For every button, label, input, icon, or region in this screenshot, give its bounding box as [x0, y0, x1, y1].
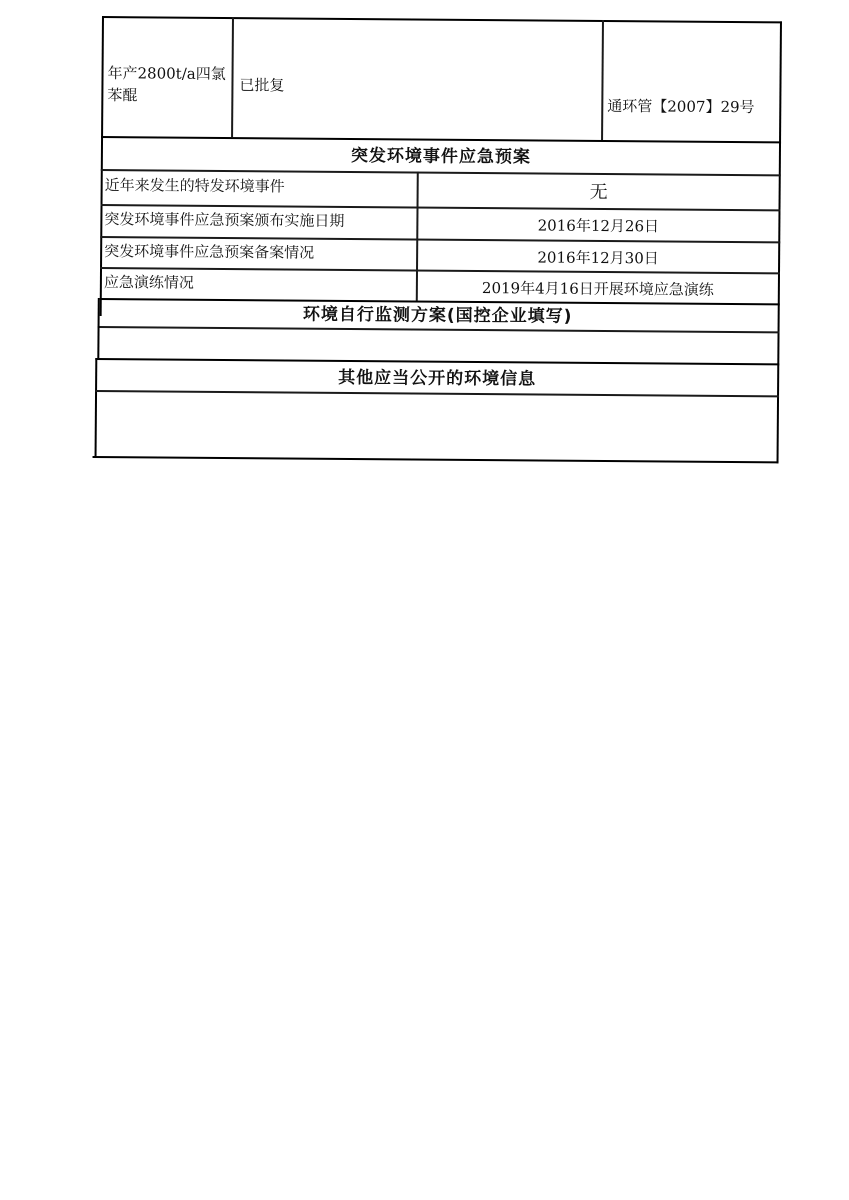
- document-number-text: 通环管【2007】29号: [607, 97, 755, 117]
- disclosure-table: [93, 16, 782, 463]
- emergency-row-3-label: 突发环境事件应急预案备案情况: [104, 242, 315, 262]
- other-info-title-bottom-border: [95, 390, 779, 397]
- table-top-border: [102, 16, 782, 23]
- emergency-row-3-value: 2016年12月30日: [537, 248, 659, 268]
- self-monitoring-title: 环境自行监测方案(国控企业填写): [302, 304, 573, 327]
- project-name-cell: [107, 62, 229, 107]
- permit-col-divider-2: [601, 20, 604, 140]
- emergency-row-2-label: 突发环境事件应急预案颁布实施日期: [104, 210, 345, 230]
- approval-status-text: 已批复: [239, 76, 285, 95]
- table-bottom-border: [93, 456, 779, 463]
- emergency-row-4-value: 2019年4月16日开展环境应急演练: [481, 279, 714, 299]
- emergency-row-2-value: 2016年12月26日: [537, 216, 660, 236]
- other-info-title: 其他应当公开的环境信息: [338, 367, 537, 390]
- other-info-content: [103, 396, 773, 401]
- document-number-cell: [607, 96, 777, 117]
- emergency-row-1-value: 无: [589, 181, 608, 204]
- emergency-row-1-label: 近年来发生的特发环境事件: [104, 176, 285, 196]
- approval-status-cell: [239, 75, 539, 97]
- permit-col-divider-1: [231, 17, 234, 137]
- emergency-plan-title: 突发环境事件应急预案: [350, 146, 531, 168]
- table-left-border-upper: [100, 16, 104, 316]
- permit-row-bottom-border: [101, 136, 781, 143]
- project-name-text: 年产2800t/a四氯苯醌: [107, 64, 226, 105]
- monitoring-content-bottom-border: [95, 358, 779, 365]
- emergency-row-4-label: 应急演练情况: [103, 273, 194, 292]
